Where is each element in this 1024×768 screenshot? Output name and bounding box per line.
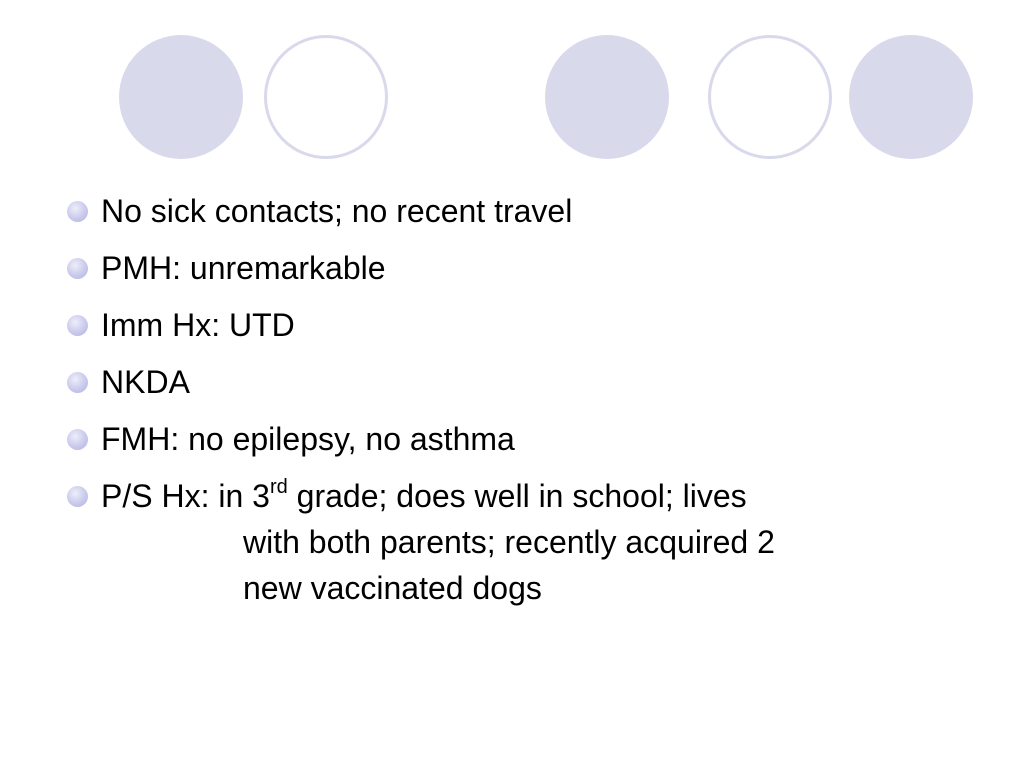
ordinal-superscript: rd	[269, 476, 288, 499]
bullet-icon	[67, 201, 88, 222]
decorative-circle-filled	[545, 35, 669, 159]
bullet-icon	[67, 486, 88, 507]
bullet-text-line1: grade; does well in school; lives	[287, 478, 747, 514]
bullet-icon	[67, 429, 88, 450]
decorative-circle-outline	[708, 35, 832, 159]
bullet-text-line2: with both parents; recently acquired 2	[243, 524, 775, 560]
bullet-text: PMH: unremarkable	[101, 250, 386, 286]
list-item	[64, 416, 964, 462]
bullet-list	[64, 188, 964, 622]
list-item	[64, 302, 964, 348]
bullet-text-prefix: P/S Hx: in 3	[101, 478, 270, 514]
bullet-text: Imm Hx: UTD	[101, 307, 295, 343]
bullet-text: FMH: no epilepsy, no asthma	[101, 421, 515, 457]
decorative-circle-filled	[119, 35, 243, 159]
decorative-circle-outline	[264, 35, 388, 159]
bullet-text: No sick contacts; no recent travel	[101, 193, 573, 229]
decorative-circle-filled	[849, 35, 973, 159]
bullet-text: NKDA	[101, 364, 190, 400]
bullet-text-line3: new vaccinated dogs	[243, 570, 542, 606]
list-item	[64, 359, 964, 405]
list-item	[64, 188, 964, 234]
bullet-icon	[67, 315, 88, 336]
bullet-icon	[67, 372, 88, 393]
list-item	[64, 473, 964, 611]
bullet-icon	[67, 258, 88, 279]
list-item	[64, 245, 964, 291]
